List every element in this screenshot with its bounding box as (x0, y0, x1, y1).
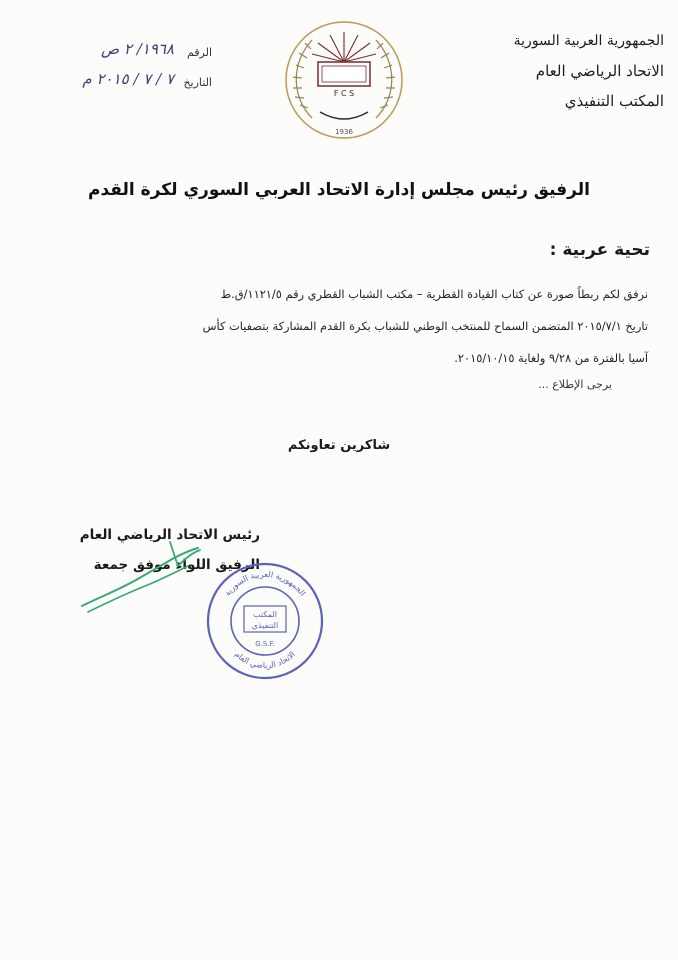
svg-text:الجمهورية العربية السورية (223, 570, 307, 598)
letterhead (464, 26, 664, 116)
reference-date-value: ٧ / ٧ / ٢٠١٥ م (82, 70, 174, 88)
reference-date-row (26, 70, 226, 100)
reference-number-row (26, 40, 226, 70)
body-line-3: آسيا بالفترة من ٩/٢٨ ولغاية ٢٠١٥/١٠/١٥. (454, 351, 648, 365)
letterhead-organization: الاتحاد الرياضي العام (535, 62, 664, 80)
closing-thanks: شاكرين تعاونكم (287, 438, 391, 453)
official-seal (204, 560, 326, 682)
reference-number-value: ١٩٦٨/ ٢ ص (100, 40, 174, 58)
handwritten-signature (78, 540, 208, 620)
greeting: تحية عربية : (549, 240, 650, 260)
body-line-1: نرفق لكم ربطاً صورة عن كتاب القيادة القطرية – مكتب الشباب القطري رقم ١١٢١/٥/ق.ط (220, 287, 648, 301)
reference-block (26, 40, 226, 100)
body-line-2: تاريخ ٢٠١٥/٧/١ المتضمن السماح للمنتخب الوطني للشباب بكرة القدم المشاركة بتصفيات كأس (202, 319, 648, 333)
letterhead-country: الجمهورية العربية السورية (513, 33, 664, 49)
recipient-heading: الرفيق رئيس مجلس إدارة الاتحاد العربي السوري لكرة القدم (88, 180, 590, 200)
seal-outer-top-text: الجمهورية العربية السورية (222, 569, 308, 598)
federation-emblem (282, 18, 406, 142)
svg-text:الاتحاد الرياضي العام (233, 650, 297, 670)
signatory-name: الرفيق اللواء موفق جمعة (93, 557, 260, 573)
letter-body (36, 278, 648, 374)
reference-date-label: التاريخ (183, 76, 212, 89)
emblem-year: 1936 (335, 128, 353, 136)
signatory-title: رئيس الاتحاد الرياضي العام (79, 527, 260, 543)
seal-center-line-1: المكتب (253, 610, 277, 619)
seal-center-line-2: التنفيذي (251, 621, 279, 630)
seal-abbreviation: G.S.F. (255, 640, 275, 648)
reference-number-label: الرقم (186, 46, 212, 59)
notice-text: يرجى الإطلاع ... (538, 378, 612, 391)
emblem-letters: F C S (333, 89, 355, 98)
letterhead-office: المكتب التنفيذي (564, 92, 664, 110)
seal-outer-bottom-text: الاتحاد الرياضي العام (232, 649, 298, 671)
